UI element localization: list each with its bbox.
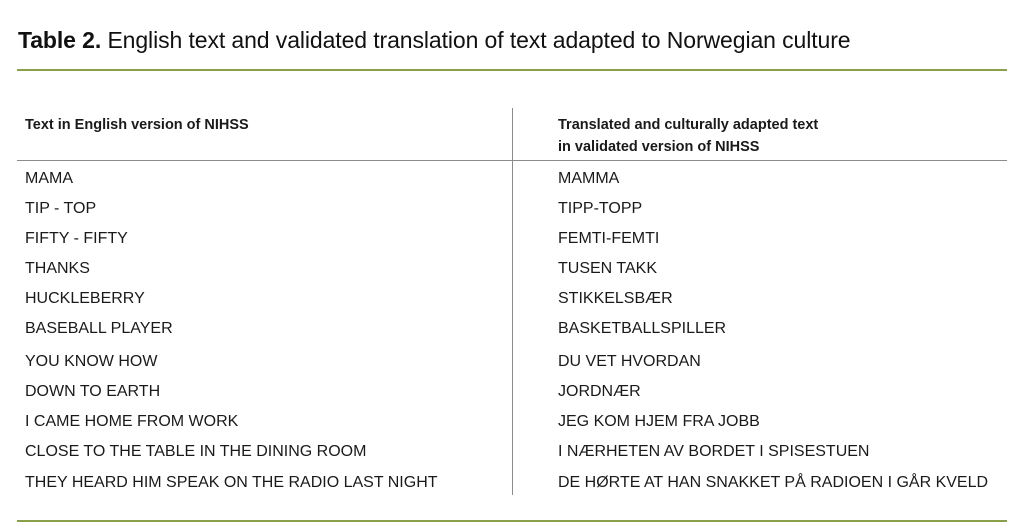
table-row <box>0 194 1024 224</box>
table-row <box>0 347 1024 377</box>
bottom-rule <box>17 520 1007 522</box>
norwegian-text-cell: TIPP-TOPP <box>558 200 643 217</box>
norwegian-text-cell: STIKKELSBÆR <box>558 290 673 307</box>
table-row <box>0 254 1024 284</box>
header-rule <box>17 160 1007 161</box>
norwegian-text-cell: BASKETBALLSPILLER <box>558 320 727 337</box>
english-text-cell: CLOSE TO THE TABLE IN THE DINING ROOM <box>25 443 367 460</box>
english-text-cell: YOU KNOW HOW <box>25 353 158 370</box>
english-text-cell: MAMA <box>25 170 73 187</box>
top-rule <box>17 69 1007 71</box>
table-row <box>0 224 1024 254</box>
norwegian-text-cell: JORDNÆR <box>558 383 641 400</box>
english-text-cell: DOWN TO EARTH <box>25 383 161 400</box>
header-norwegian-line1: Translated and culturally adapted text <box>558 117 819 133</box>
table-row <box>0 377 1024 407</box>
english-text-cell: BASEBALL PLAYER <box>25 320 173 337</box>
table-caption: English text and validated translation of text adapted to Norwegian culture <box>107 27 851 53</box>
norwegian-text-cell: FEMTI-FEMTI <box>558 230 660 247</box>
norwegian-text-cell: I NÆRHETEN AV BORDET I SPISESTUEN <box>558 443 870 460</box>
norwegian-text-cell: TUSEN TAKK <box>558 260 657 277</box>
table-label: Table 2. <box>18 27 102 53</box>
table-title <box>18 24 850 56</box>
norwegian-text-cell: DU VET HVORDAN <box>558 353 701 370</box>
table-row <box>0 284 1024 314</box>
norwegian-text-cell: DE HØRTE AT HAN SNAKKET PÅ RADIOEN I GÅR KVELD <box>558 474 989 491</box>
header-norwegian <box>558 114 818 158</box>
table-row <box>0 314 1024 344</box>
english-text-cell: HUCKLEBERRY <box>25 290 145 307</box>
table-row <box>0 164 1024 194</box>
table-row <box>0 437 1024 467</box>
english-text-cell: THEY HEARD HIM SPEAK ON THE RADIO LAST NIGHT <box>25 474 438 491</box>
english-text-cell: THANKS <box>25 260 90 277</box>
table-row <box>0 407 1024 437</box>
header-norwegian-line2: in validated version of NIHSS <box>558 139 760 155</box>
table-row <box>0 468 1024 498</box>
english-text-cell: TIP - TOP <box>25 200 97 217</box>
norwegian-text-cell: JEG KOM HJEM FRA JOBB <box>558 413 760 430</box>
norwegian-text-cell: MAMMA <box>558 170 620 187</box>
header-english: Text in English version of NIHSS <box>25 117 249 133</box>
english-text-cell: FIFTY - FIFTY <box>25 230 128 247</box>
english-text-cell: I CAME HOME FROM WORK <box>25 413 239 430</box>
